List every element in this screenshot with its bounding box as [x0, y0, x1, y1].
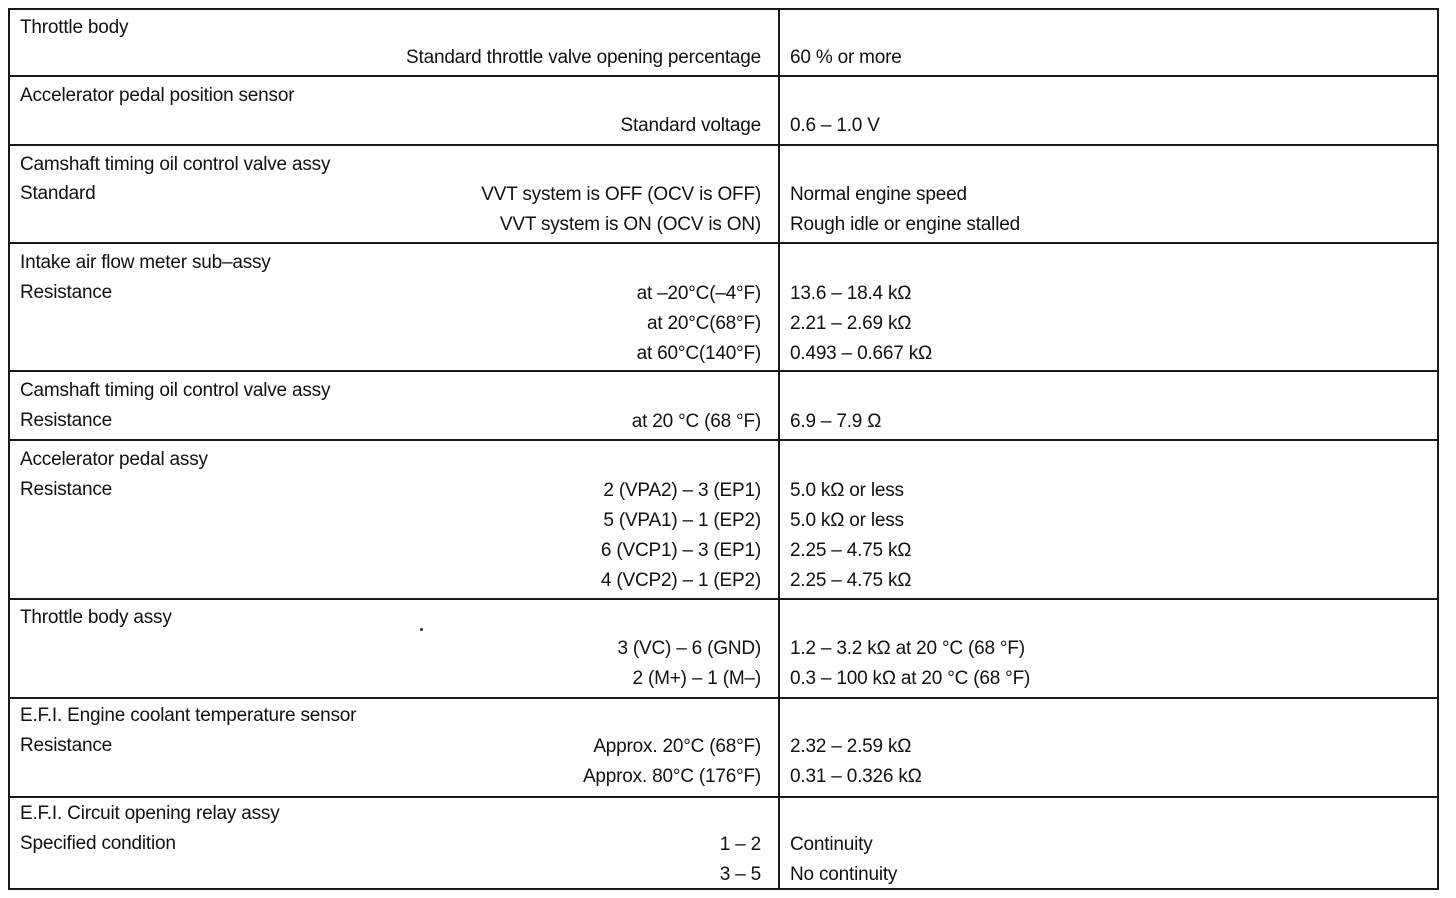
row-condition: VVT system is OFF (OCV is OFF)	[481, 184, 761, 205]
row-condition: 3 – 5	[719, 864, 761, 885]
section-label: Specified condition	[20, 833, 176, 854]
row-value: Continuity	[790, 834, 873, 855]
spec-section	[10, 798, 1437, 888]
section-title: Accelerator pedal position sensor	[20, 85, 295, 106]
column-divider	[778, 441, 780, 598]
row-value: 2.32 – 2.59 kΩ	[790, 736, 912, 757]
row-condition: Approx. 80°C (176°F)	[582, 766, 761, 787]
section-label: Resistance	[20, 410, 112, 431]
section-title: E.F.I. Engine coolant temperature sensor	[20, 705, 357, 726]
row-condition: 2 (M+) – 1 (M–)	[632, 668, 761, 689]
spec-section	[10, 10, 1437, 77]
spec-section	[10, 699, 1437, 798]
row-value: No continuity	[790, 864, 898, 885]
column-divider	[778, 600, 780, 697]
row-condition: Standard voltage	[620, 115, 761, 136]
row-value: 2.25 – 4.75 kΩ	[790, 540, 912, 561]
row-value: 5.0 kΩ or less	[790, 510, 904, 531]
row-condition: 5 (VPA1) – 1 (EP2)	[603, 510, 761, 531]
spec-section	[10, 146, 1437, 244]
column-divider	[778, 372, 780, 439]
row-value: 2.21 – 2.69 kΩ	[790, 313, 912, 334]
spec-table	[8, 8, 1439, 890]
spec-section	[10, 441, 1437, 600]
row-condition: Approx. 20°C (68°F)	[593, 736, 761, 757]
column-divider	[778, 699, 780, 796]
section-title: Intake air flow meter sub–assy	[20, 252, 271, 273]
row-condition: at –20°C(–4°F)	[636, 283, 761, 304]
section-title: Accelerator pedal assy	[20, 449, 208, 470]
row-condition: VVT system is ON (OCV is ON)	[499, 214, 761, 235]
column-divider	[778, 10, 780, 75]
row-value: 6.9 – 7.9 Ω	[790, 411, 882, 432]
section-label: Resistance	[20, 282, 112, 303]
row-condition: 6 (VCP1) – 3 (EP1)	[600, 540, 761, 561]
scan-speck	[420, 628, 423, 631]
row-value: 60 % or more	[790, 47, 902, 68]
section-label: Resistance	[20, 479, 112, 500]
row-condition: at 20°C(68°F)	[647, 313, 761, 334]
column-divider	[778, 244, 780, 370]
spec-section	[10, 600, 1437, 699]
row-value: 0.6 – 1.0 V	[790, 115, 880, 136]
section-title: Camshaft timing oil control valve assy	[20, 154, 331, 175]
section-title: Throttle body assy	[20, 607, 172, 628]
section-label: Standard	[20, 183, 96, 204]
row-condition: Standard throttle valve opening percentage	[406, 47, 761, 68]
spec-section	[10, 244, 1437, 372]
row-value: 0.493 – 0.667 kΩ	[790, 343, 932, 364]
row-condition: 4 (VCP2) – 1 (EP2)	[600, 570, 761, 591]
row-value: 0.3 – 100 kΩ at 20 °C (68 °F)	[790, 668, 1031, 689]
spec-section	[10, 77, 1437, 146]
row-value: Rough idle or engine stalled	[790, 214, 1020, 235]
row-value: 1.2 – 3.2 kΩ at 20 °C (68 °F)	[790, 638, 1025, 659]
column-divider	[778, 798, 780, 888]
row-condition: at 60°C(140°F)	[636, 343, 761, 364]
row-value: Normal engine speed	[790, 184, 967, 205]
row-condition: 3 (VC) – 6 (GND)	[617, 638, 761, 659]
section-label: Resistance	[20, 735, 112, 756]
row-value: 2.25 – 4.75 kΩ	[790, 570, 912, 591]
row-condition: at 20 °C (68 °F)	[631, 411, 761, 432]
column-divider	[778, 77, 780, 144]
section-title: Throttle body	[20, 17, 129, 38]
section-title: E.F.I. Circuit opening relay assy	[20, 803, 280, 824]
row-condition: 1 – 2	[719, 834, 761, 855]
section-title: Camshaft timing oil control valve assy	[20, 380, 331, 401]
row-value: 13.6 – 18.4 kΩ	[790, 283, 912, 304]
column-divider	[778, 146, 780, 242]
row-condition: 2 (VPA2) – 3 (EP1)	[603, 480, 761, 501]
row-value: 0.31 – 0.326 kΩ	[790, 766, 922, 787]
spec-section	[10, 372, 1437, 441]
row-value: 5.0 kΩ or less	[790, 480, 904, 501]
